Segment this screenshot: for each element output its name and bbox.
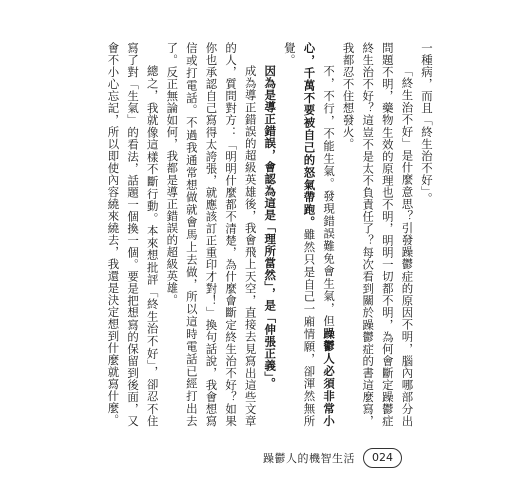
bold-text: 因為是導正錯誤，會認為這是「理所當然」，是「伸張正義」。: [263, 64, 278, 390]
paragraph: [338, 42, 416, 427]
paragraph-text: 不，不行，不能生氣。發現錯誤難免會生氣，但: [322, 64, 337, 328]
paragraph-text: 成為導正錯誤的超級英雄後，我會飛上天空，直接去見寫出這些文章的人，質問對方：「明明什麼都不清楚，為什麼會斷定終生治不好？如果你也承認自己寫得太誇張，就應該訂正重印才對！」換句話說，我會想寫信或打電話。不過我通常想做就會馬上去做，所以這時電話已經打出去了。反正無論如何，我都是導正錯誤的超級英雄。: [165, 42, 258, 427]
paragraph-text: 雖然只是自己一廂情願，卻渾然無所覺。: [282, 42, 317, 427]
paragraph-text: 總之，我就像這樣不斷行動。本來想批評「終生治不好」，卻忍不住寫了對「生氣」的看法，話題一個換一個。要是把想寫的保留到後面，又會不小心忘記，所以即使內容繞來繞去，我還是決定想到什麼就寫什麼。: [106, 42, 160, 427]
running-title: 躁鬱人的機智生活: [263, 452, 355, 465]
paragraph: [260, 42, 280, 427]
paragraph: [162, 42, 260, 427]
paragraph-text: 「終生治不好」是什麼意思？引發躁鬱症的原因不明，腦內哪部分出問題不明，藥物生效的原理也不明，明明一切都不明，為何會斷定躁鬱症終生治不好？這豈不是太不負責任了？每次看到關於躁鬱症的書這麼寫，我都忍不住想發火。: [341, 42, 415, 427]
paragraph: [103, 42, 162, 427]
paragraph: [416, 42, 436, 427]
bold-text: 躁鬱人必須非常小心，千萬不要被自己的怒氣帶跑。: [302, 42, 337, 428]
page-footer: [263, 448, 402, 468]
body-text: [76, 42, 436, 427]
page-number: 024: [363, 448, 402, 468]
paragraph: [279, 42, 338, 427]
paragraph-text: 一種病，而且「終生治不好」。: [420, 42, 434, 205]
